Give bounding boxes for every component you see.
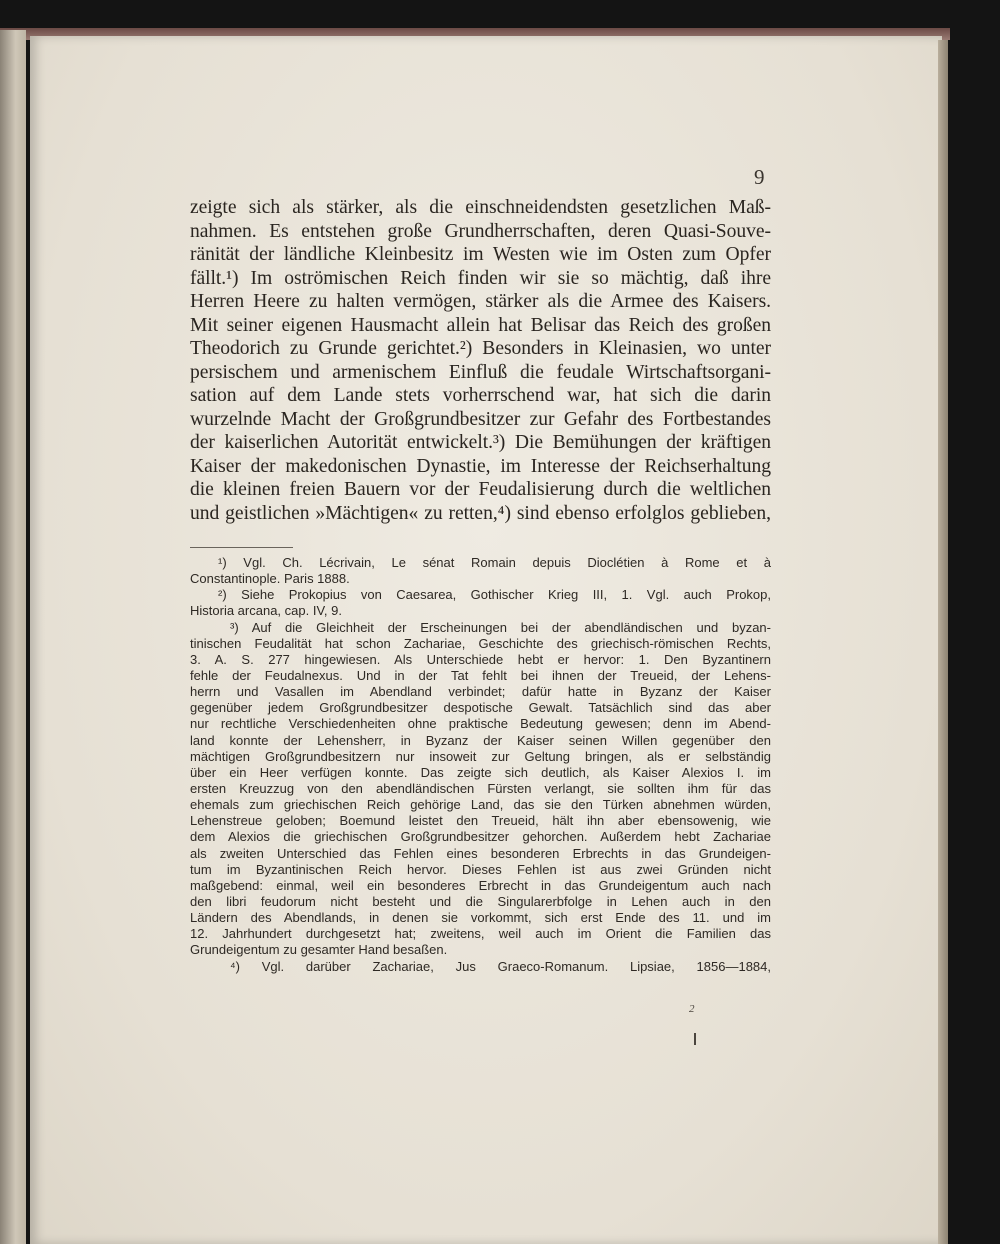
footnote-line: Grundeigentum zu gesamter Hand besaßen. [190, 942, 448, 958]
footnote-line: ³) Auf die Gleichheit der Erscheinungen bei der abendländischen und byzan- [230, 619, 771, 635]
footnote-line: über ein Heer verfügen konnte. Das zeigte sich deutlich, als Kaiser Alexios I. im [190, 764, 771, 780]
body-line: die kleinen freien Bauern vor der Feudalisierung durch die weltlichen [190, 479, 771, 500]
footnote-line: ⁴) Vgl. darüber Zachariae, Jus Graeco-Romanum. Lipsiae, 1856—1884, [230, 958, 771, 974]
body-line: Theodorich zu Grunde gerichtet.²) Besonders in Kleinasien, wo unter [190, 338, 771, 359]
footnote-line: land konnte der Lehensherr, in Byzanz der Kaiser seinen Willen gegenüber den [190, 732, 771, 748]
footnote-line: Lehenstreue geloben; Boemund leistet den Treueid, hält ihn aber ebensowenig, wie [190, 813, 771, 829]
footnote-line: Ländern des Abendlands, in denen sie vorkommt, sich erst Ende des 11. und im [190, 910, 771, 926]
footnote-line: 3. A. S. 277 hingewiesen. Als Unterschiede hebt er hervor: 1. Den Byzantinern [190, 651, 771, 667]
body-line: ränität der ländliche Kleinbesitz im Westen wie im Osten zum Opfer [190, 244, 771, 265]
footnote-line: ehemals zum griechischen Reich gehörige Land, das sie den Türken abnehmen würden, [190, 797, 771, 813]
body-line: fällt.¹) Im oströmischen Reich finden wir sie so mächtig, daß ihre [190, 267, 771, 289]
footnote-line: tum im Byzantinischen Reich hervor. Dieses Fehlen ist aus zwei Gründen nicht [190, 861, 771, 877]
body-line: persischem und armenischem Einfluß die feudale Wirtschaftsorgani- [190, 361, 771, 383]
page-stack-edge [938, 40, 948, 1244]
footnote-line: ¹) Vgl. Ch. Lécrivain, Le sénat Romain depuis Dioclétien à Rome et à [218, 555, 771, 570]
footnote-line: mächtigen Großgrundbesitzern nur insoweit zur Geltung bringen, als er selbständig [190, 748, 771, 764]
footnote-line: fehle der Feudalnexus. Und in der Tat fehlt bei ihnen der Treueid, der Lehens- [190, 667, 771, 683]
footnotes [190, 555, 771, 975]
footnote-line: tinischen Feudalität hat schon Zachariae, Geschichte des griechisch-römischen Rechts, [190, 635, 771, 651]
page-number: 9 [754, 165, 765, 189]
footnote-line: den libri feudorum nicht besteht und die Singularerbfolge in Lehen auch in den [190, 893, 771, 909]
footnote-divider [190, 547, 293, 548]
signature-mark: 2 [689, 1003, 695, 1015]
body-text [190, 196, 771, 525]
body-line: der kaiserlichen Autorität entwickelt.³) Die Bemühungen der kräftigen [190, 432, 771, 453]
footnote-line: nur rechtliche Verschiedenheiten ohne praktische Bedeutung gewesen; denn im Abend- [190, 716, 771, 732]
footnote-line: ersten Kreuzzug von den abendländischen Fürsten verlangt, sie sollten ihm für das [190, 780, 771, 796]
footnote-line: als zweiten Unterschied das Fehlen eines besonderen Erbrechts in das Grundeigen- [190, 845, 771, 861]
body-line: sation auf dem Lande stets vorherrschend war, hat sich die darin [190, 385, 771, 406]
footnote-line: 12. Jahrhundert durchgesetzt hat; zweitens, weil auch im Orient die Familien das [190, 926, 771, 942]
footnote-line: Constantinople. Paris 1888. [190, 571, 350, 587]
left-page-edge [0, 30, 26, 1244]
body-line: nahmen. Es entstehen große Grundherrschaften, deren Quasi-Souve- [190, 220, 771, 242]
printer-mark [694, 1033, 696, 1045]
footnote-line: dem Alexios die griechischen Großgrundbesitzer gehorchen. Außerdem hebt Zachariae [190, 829, 771, 845]
body-line: und geistlichen »Mächtigen« zu retten,⁴) sind ebenso erfolglos geblieben, [190, 502, 771, 524]
body-line: zeigte sich als stärker, als die einschneidendsten gesetzlichen Maß- [190, 197, 771, 218]
footnote-line: Historia arcana, cap. IV, 9. [190, 603, 342, 619]
footnote-line: maßgebend: einmal, weil ein besonderes Erbrecht in das Grundeigentum auch nach [190, 877, 771, 893]
body-line: Kaiser der makedonischen Dynastie, im Interesse der Reichserhaltung [190, 455, 771, 477]
body-line: wurzelnde Macht der Großgrundbesitzer zur Gefahr des Fortbestandes [190, 408, 771, 430]
body-line: Mit seiner eigenen Hausmacht allein hat Belisar das Reich des großen [190, 314, 771, 336]
body-line: Herren Heere zu halten vermögen, stärker als die Armee des Kaisers. [190, 291, 771, 312]
footnote-line: ²) Siehe Prokopius von Caesarea, Gothischer Krieg III, 1. Vgl. auch Prokop, [218, 587, 771, 603]
footnote-line: gegenüber jedem Großgrundbesitzer despotische Gewalt. Tatsächlich sind das aber [190, 700, 771, 716]
footnote-line: herrn und Vasallen im Abendland verbindet; dafür hatte in Byzanz der Kaiser [190, 684, 771, 700]
